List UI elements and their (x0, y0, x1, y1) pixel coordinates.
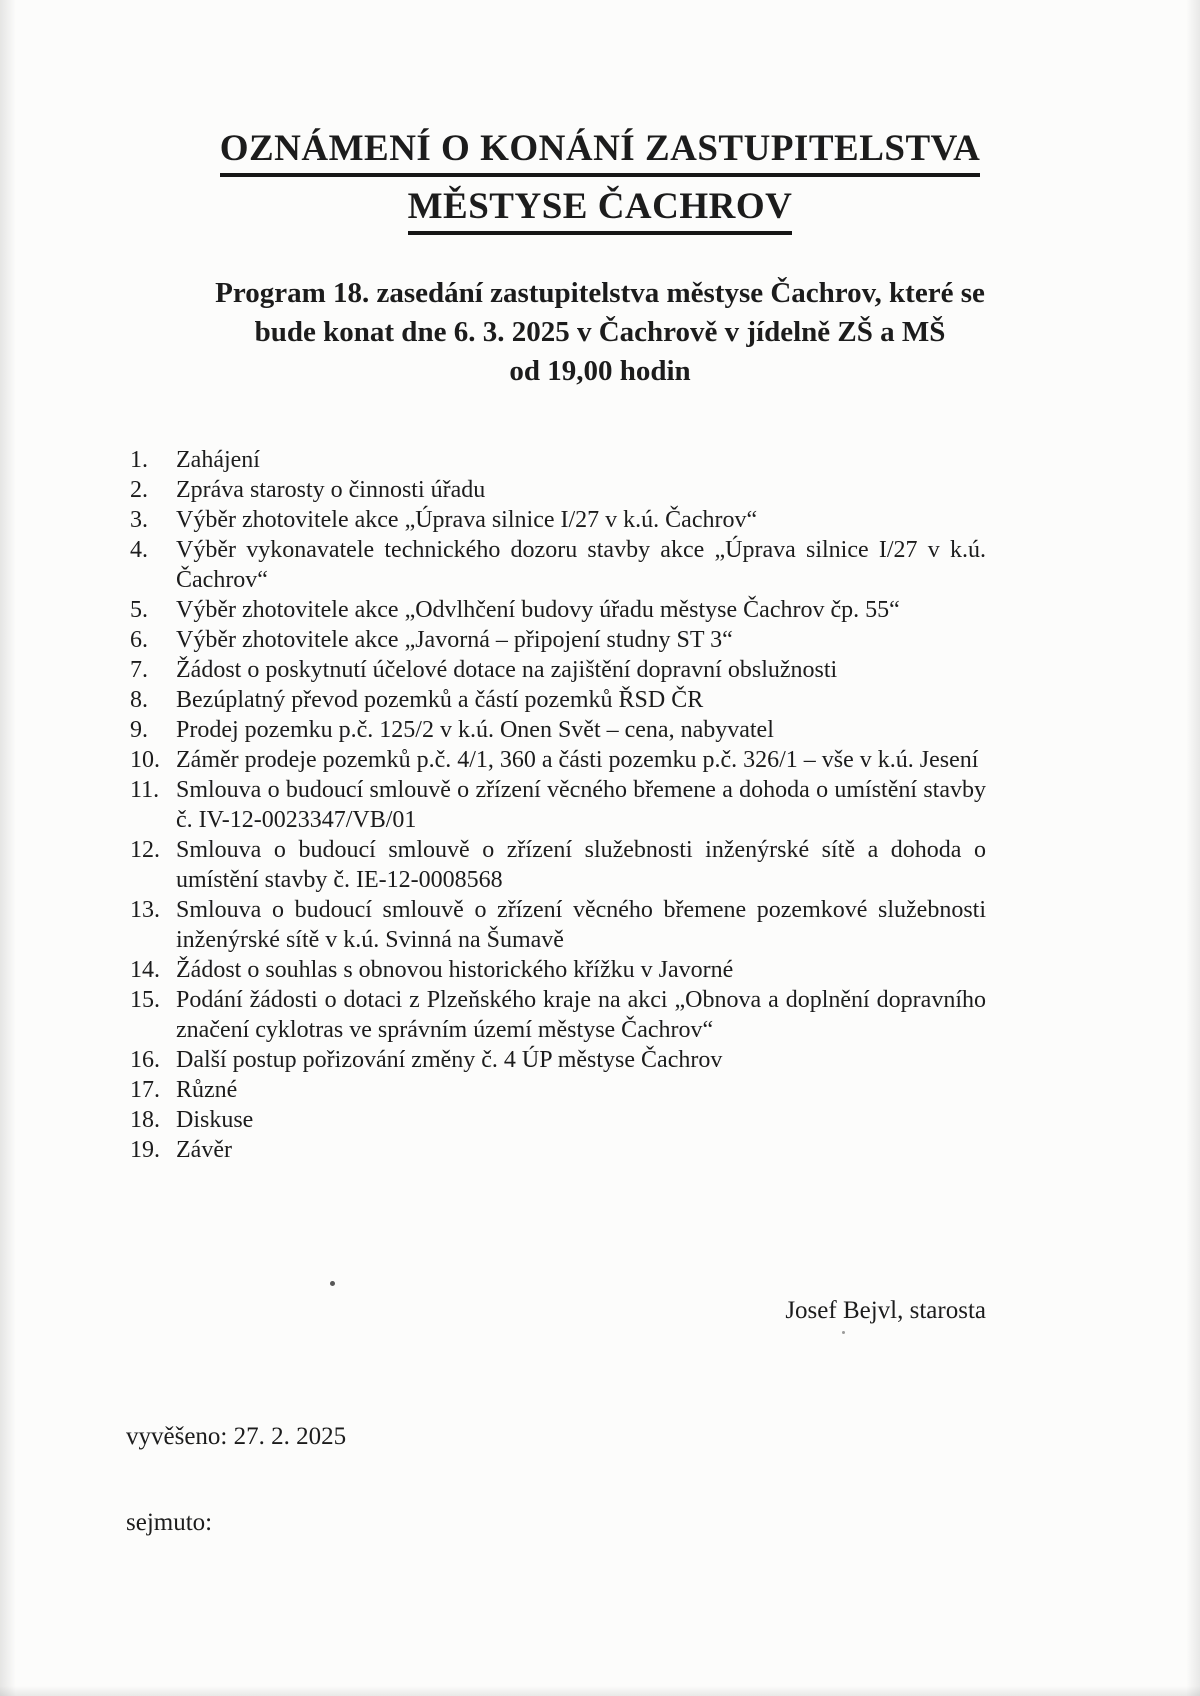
agenda-item-number: 9. (130, 717, 148, 743)
agenda-item (130, 895, 986, 955)
agenda-item-number: 18. (130, 1107, 160, 1133)
scan-edge-shadow-bottom (0, 1686, 1200, 1696)
agenda-item-text: Žádost o poskytnutí účelové dotace na zajištění dopravní obslužnosti (176, 657, 838, 683)
agenda-item (130, 625, 986, 655)
agenda-item-number: 3. (130, 507, 148, 533)
posted-row (126, 1423, 1200, 1451)
agenda-item-text: Výběr vykonavatele technického dozoru stavby akce „Úprava silnice I/27 v k.ú. Čachrov“ (176, 537, 986, 593)
meeting-subtitle (0, 274, 1200, 391)
agenda-item (130, 1105, 986, 1135)
agenda-item-number: 11. (130, 777, 160, 803)
agenda-item-number: 14. (130, 957, 160, 983)
scan-speck (330, 1281, 335, 1286)
agenda-item (130, 775, 986, 835)
agenda-item-text: Smlouva o budoucí smlouvě o zřízení věcného břemene pozemkové služebnosti inženýrské sítě v k.ú. Svinná na Šumavě (176, 897, 986, 953)
agenda-item-number: 5. (130, 597, 148, 623)
agenda-item-text: Další postup pořizování změny č. 4 ÚP městyse Čachrov (176, 1047, 723, 1073)
agenda-item-number: 4. (130, 537, 148, 563)
agenda-item-number: 12. (130, 837, 160, 863)
agenda-item-text: Závěr (176, 1137, 232, 1163)
meeting-subtitle-line-3: od 19,00 hodin (509, 355, 691, 387)
agenda-item-text: Výběr zhotovitele akce „Úprava silnice I/27 v k.ú. Čachrov“ (176, 507, 758, 533)
agenda-item-text: Zahájení (176, 447, 260, 473)
agenda-item-text: Záměr prodeje pozemků p.č. 4/1, 360 a části pozemku p.č. 326/1 – vše v k.ú. Jesení (176, 747, 979, 773)
posted-date: 27. 2. 2025 (233, 1423, 347, 1450)
agenda-item-number: 8. (130, 687, 148, 713)
scan-edge-shadow-left (0, 0, 16, 1696)
agenda-item-text: Diskuse (176, 1107, 254, 1133)
agenda-item (130, 655, 986, 685)
agenda-item-number: 19. (130, 1137, 160, 1163)
agenda-list (130, 445, 986, 1165)
agenda-item-number: 13. (130, 897, 160, 923)
agenda-item (130, 1075, 986, 1105)
agenda-item (130, 595, 986, 625)
agenda-item (130, 535, 986, 595)
agenda-item-number: 2. (130, 477, 148, 503)
signature: Josef Bejvl, starosta (785, 1297, 986, 1324)
agenda-item-number: 6. (130, 627, 148, 653)
agenda-item-text: Výběr zhotovitele akce „Odvlhčení budovy úřadu městyse Čachrov čp. 55“ (176, 597, 900, 623)
agenda-item-text: Různé (176, 1077, 238, 1103)
agenda-item (130, 505, 986, 535)
page-title-line-1: OZNÁMENÍ O KONÁNÍ ZASTUPITELSTVA (220, 127, 981, 177)
page-title-line-2: MĚSTYSE ČACHROV (408, 185, 793, 235)
agenda-item (130, 715, 986, 745)
agenda-item (130, 745, 986, 775)
agenda-item-number: 10. (130, 747, 160, 773)
posted-label: vyvěšeno: (126, 1423, 228, 1450)
agenda-item-number: 17. (130, 1077, 160, 1103)
agenda-item-text: Prodej pozemku p.č. 125/2 v k.ú. Onen Svět – cena, nabyvatel (176, 717, 774, 743)
agenda-item (130, 445, 986, 475)
agenda-item (130, 1045, 986, 1075)
agenda-item-number: 1. (130, 447, 148, 473)
agenda-item (130, 985, 986, 1045)
agenda-item-text: Bezúplatný převod pozemků a částí pozemků ŘSD ČR (176, 687, 704, 713)
agenda-item (130, 835, 986, 895)
agenda-item-number: 16. (130, 1047, 160, 1073)
agenda-item (130, 955, 986, 985)
agenda-item-number: 15. (130, 987, 160, 1013)
agenda-item-text: Žádost o souhlas s obnovou historického křížku v Javorné (176, 957, 734, 983)
agenda-item (130, 475, 986, 505)
removed-label: sejmuto: (126, 1509, 213, 1536)
scan-speck (842, 1331, 845, 1334)
agenda-item-number: 7. (130, 657, 148, 683)
removed-row (126, 1509, 1200, 1537)
agenda-item-text: Výběr zhotovitele akce „Javorná – připojení studny ST 3“ (176, 627, 733, 653)
page-title (0, 0, 1200, 236)
agenda-item (130, 1135, 986, 1165)
agenda-item-text: Smlouva o budoucí smlouvě o zřízení věcného břemene a dohoda o umístění stavby č. IV-12-0023347/VB/01 (176, 777, 986, 833)
agenda-item-text: Smlouva o budoucí smlouvě o zřízení služebnosti inženýrské sítě a dohoda o umístění stavby č. IE-12-0008568 (176, 837, 986, 893)
agenda-item-text: Zpráva starosty o činnosti úřadu (176, 477, 486, 503)
meeting-subtitle-line-2: bude konat dne 6. 3. 2025 v Čachrově v jídelně ZŠ a MŠ (254, 316, 946, 348)
meeting-subtitle-line-1: Program 18. zasedání zastupitelstva městyse Čachrov, které se (215, 277, 985, 309)
agenda-item (130, 685, 986, 715)
agenda-item-text: Podání žádosti o dotaci z Plzeňského kraje na akci „Obnova a doplnění dopravního značení cyklotras ve správním území městyse Čachrov“ (176, 987, 986, 1043)
